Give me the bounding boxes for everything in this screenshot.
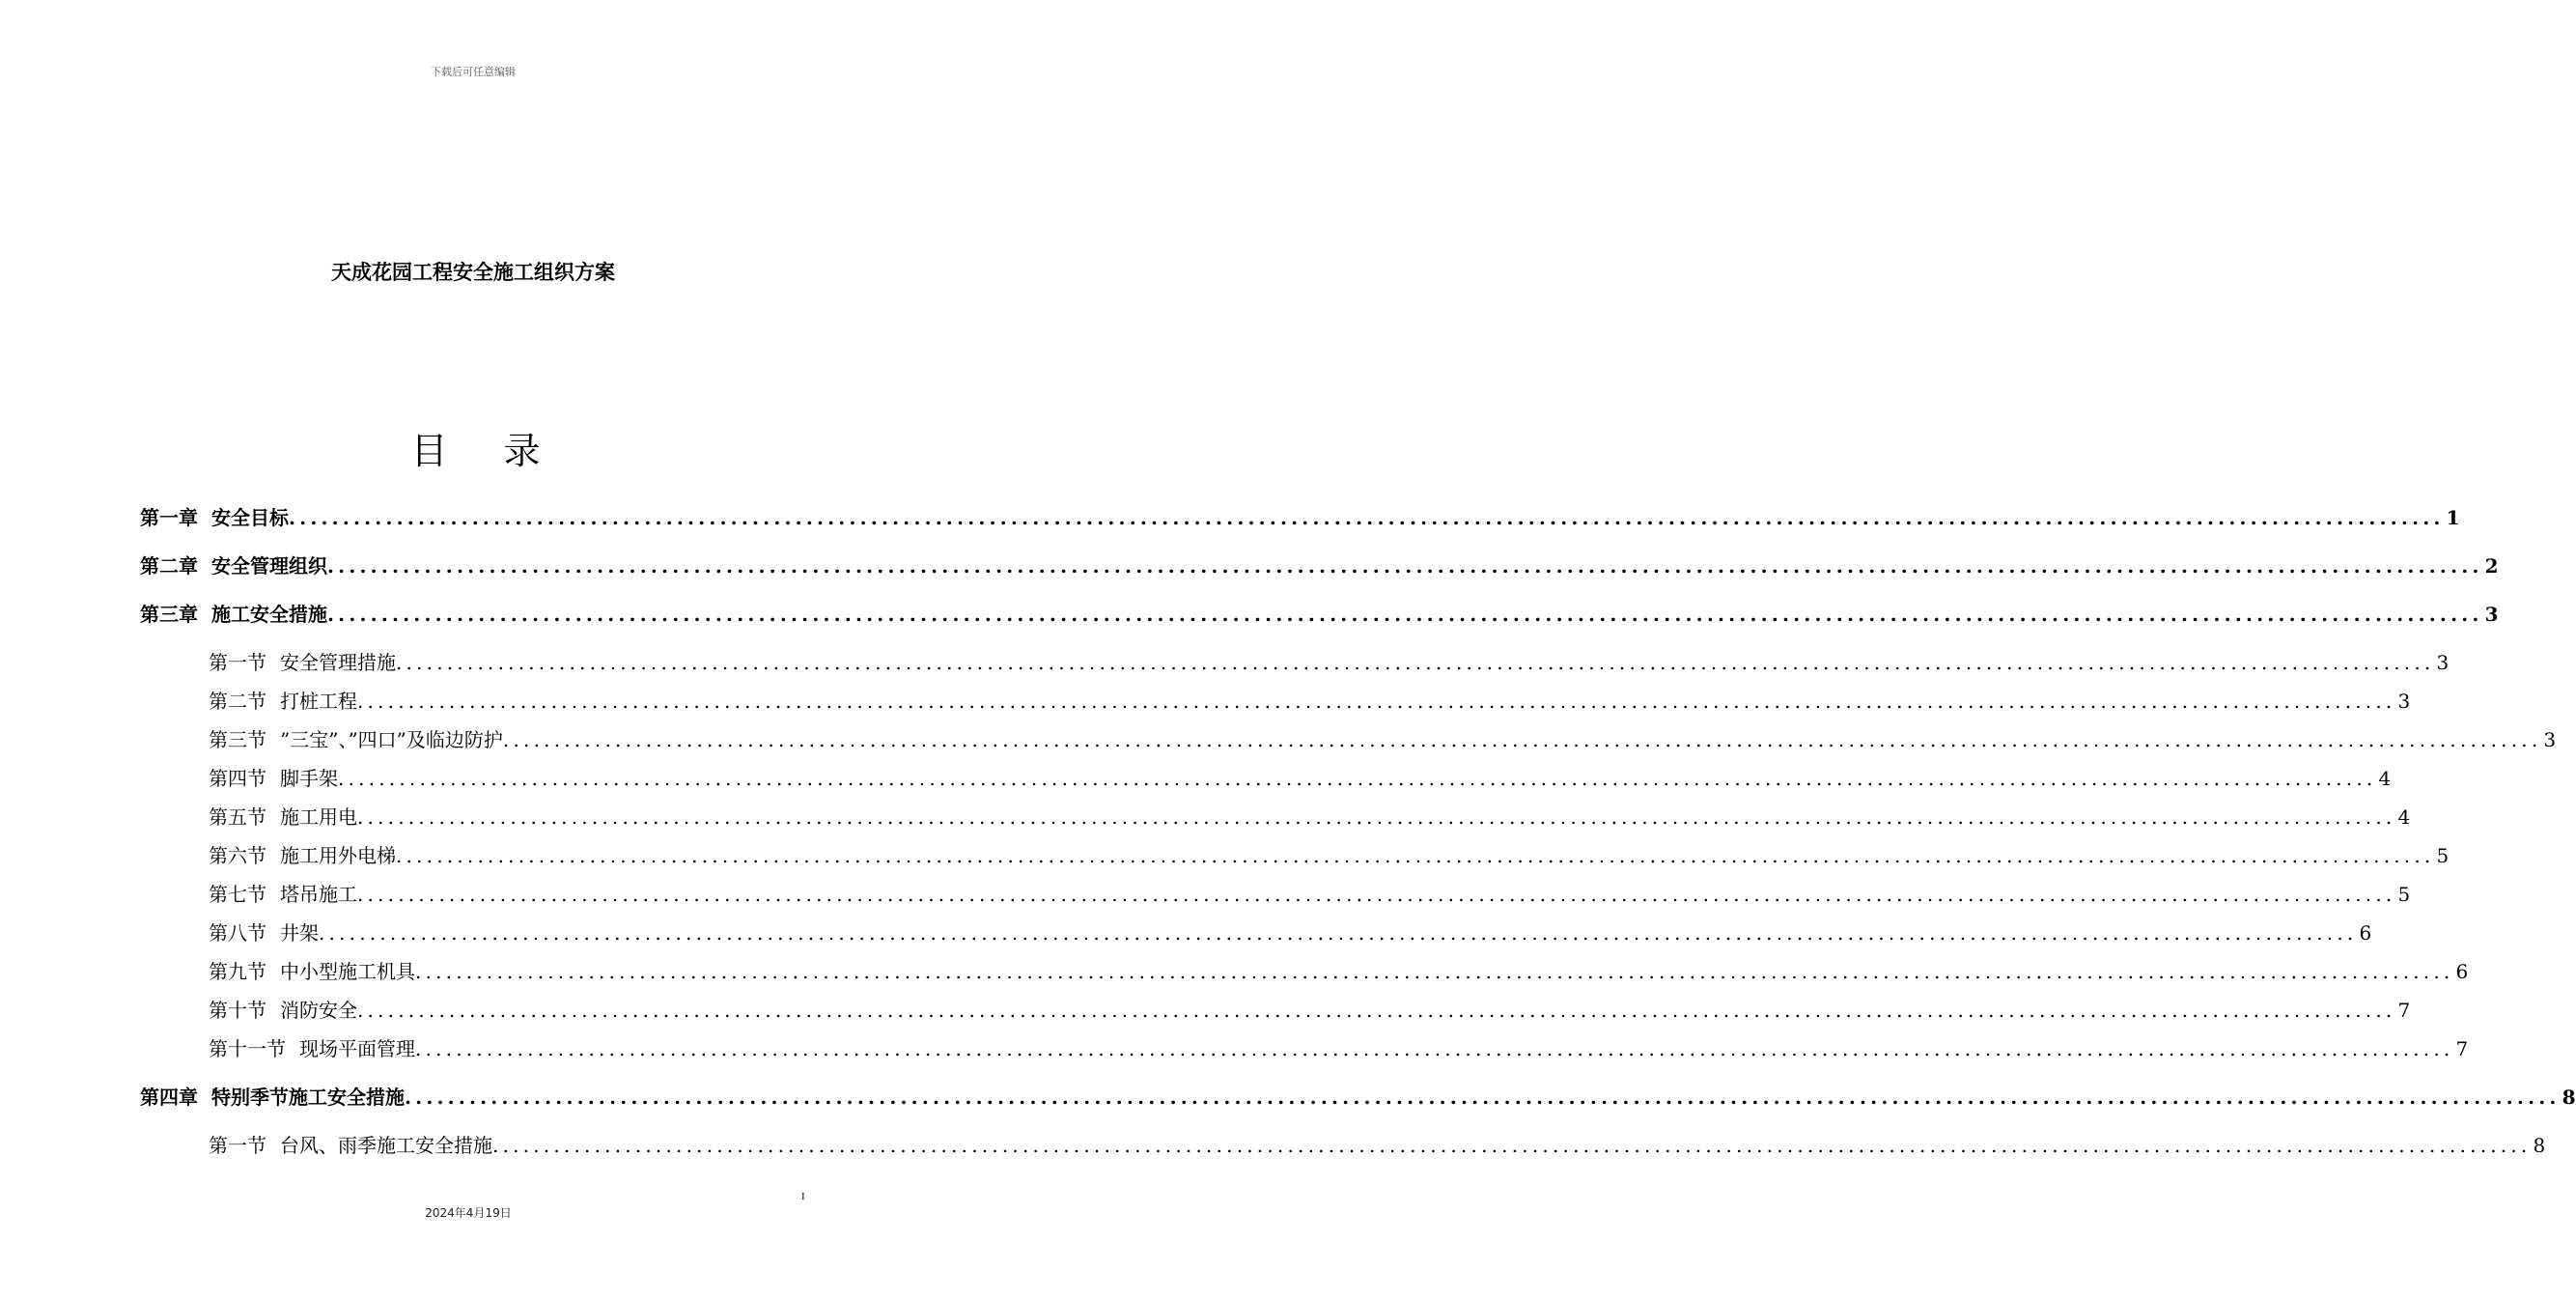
toc-entry-title: 塔吊施工 [280, 883, 357, 906]
toc-entry-page: 8 [2533, 1134, 2546, 1157]
toc-dot-leader: ........................................................................................................................................................................................................ [396, 844, 2435, 867]
toc-entry-number: 第二节 [209, 690, 266, 713]
page-number: I [801, 1191, 805, 1202]
toc-entry-page: 7 [2455, 1037, 2469, 1060]
toc-entry-number: 第六节 [209, 844, 266, 867]
toc-entry-title: 安全目标 [211, 506, 289, 529]
toc-entry-number: 第一节 [209, 1134, 266, 1157]
toc-entry-page: 3 [2397, 690, 2411, 713]
toc-dot-leader: ........................................................................................................................................................................................................ [415, 1037, 2454, 1060]
toc-entry-title: 施工用电 [280, 805, 357, 829]
toc-dot-leader: ........................................................................................................................................................................................................ [415, 960, 2454, 983]
toc-dot-leader: ........................................................................................................................................................................................................ [289, 506, 2445, 529]
toc-section-entry[interactable] [209, 956, 2469, 984]
toc-dot-leader: ........................................................................................................................................................................................................ [319, 921, 2358, 945]
toc-section-entry[interactable] [209, 647, 2450, 675]
toc-entry-title: 消防安全 [280, 999, 357, 1022]
toc-dot-leader: ........................................................................................................................................................................................................ [492, 1134, 2532, 1157]
document-title: 天成花园工程安全施工组织方案 [331, 261, 615, 284]
toc-entry-number: 第三章 [140, 603, 198, 626]
toc-dot-leader: ........................................................................................................................................................................................................ [502, 728, 2542, 751]
toc-entry-label [209, 763, 338, 791]
toc-section-entry[interactable] [209, 802, 2411, 830]
toc-entry-label [209, 1130, 492, 1158]
toc-entry-title: 打桩工程 [280, 690, 357, 713]
toc-entry-label [140, 502, 289, 530]
toc-entry-title: ”三宝”、”四口”及临边防护 [280, 728, 503, 751]
toc-dot-leader: ........................................................................................................................................................................................................ [357, 805, 2396, 829]
toc-entry-number: 第九节 [209, 960, 266, 983]
toc-entry-page: 4 [2397, 805, 2411, 829]
toc-section-entry[interactable] [209, 917, 2372, 945]
toc-entry-title: 脚手架 [280, 767, 338, 790]
toc-entry-label [140, 1082, 405, 1110]
toc-entry-page: 6 [2359, 921, 2372, 945]
toc-entry-label [209, 724, 503, 752]
toc-dot-leader: ........................................................................................................................................................................................................ [357, 999, 2396, 1022]
toc-section-entry[interactable] [209, 995, 2411, 1023]
toc-chapter-entry[interactable] [140, 502, 2460, 530]
toc-section-entry[interactable] [209, 840, 2450, 868]
header-note: 下载后可任意编辑 [431, 66, 516, 78]
toc-entry-page: 7 [2397, 999, 2411, 1022]
toc-section-entry[interactable] [209, 1033, 2469, 1061]
toc-entry-label [209, 956, 415, 984]
toc-entry-number: 第一节 [209, 651, 266, 674]
toc-dot-leader: ........................................................................................................................................................................................................ [327, 554, 2483, 578]
toc-entry-title: 安全管理措施 [280, 651, 396, 674]
toc-section-entry[interactable] [209, 686, 2411, 714]
toc-entry-label [140, 599, 327, 627]
toc-entry-page: 1 [2446, 506, 2460, 529]
toc-entry-number: 第五节 [209, 805, 266, 829]
toc-entry-page: 3 [2543, 728, 2557, 751]
toc-entry-number: 第十一节 [209, 1037, 286, 1060]
toc-section-entry[interactable] [209, 763, 2392, 791]
toc-dot-leader: ........................................................................................................................................................................................................ [405, 1086, 2561, 1109]
toc-entry-title: 施工安全措施 [211, 603, 327, 626]
toc-dot-leader: ........................................................................................................................................................................................................ [338, 767, 2377, 790]
toc-entry-label [209, 686, 357, 714]
toc-entry-page: 6 [2455, 960, 2469, 983]
toc-dot-leader: ........................................................................................................................................................................................................ [396, 651, 2435, 674]
toc-entry-number: 第七节 [209, 883, 266, 906]
toc-entry-number: 第四节 [209, 767, 266, 790]
toc-entry-title: 施工用外电梯 [280, 844, 396, 867]
toc-entry-label [209, 917, 319, 945]
toc-entry-title: 井架 [280, 921, 319, 945]
toc-entry-page: 3 [2484, 603, 2499, 626]
toc-dot-leader: ........................................................................................................................................................................................................ [357, 690, 2396, 713]
toc-dot-leader: ........................................................................................................................................................................................................ [327, 603, 2483, 626]
toc-entry-page: 5 [2436, 844, 2450, 867]
toc-entry-page: 8 [2562, 1086, 2576, 1109]
toc-entry-number: 第八节 [209, 921, 266, 945]
toc-entry-page: 4 [2378, 767, 2392, 790]
toc-entry-number: 第二章 [140, 554, 198, 578]
toc-entry-label [140, 550, 327, 578]
toc-entry-label [209, 995, 357, 1023]
toc-entry-number: 第三节 [209, 728, 266, 751]
footer-date: 2024年4月19日 [425, 1206, 512, 1220]
toc-entry-title: 特别季节施工安全措施 [211, 1086, 405, 1109]
toc-entry-label [209, 802, 357, 830]
toc-heading-char-1: 目 [410, 430, 448, 472]
toc-entry-title: 安全管理组织 [211, 554, 327, 578]
toc-entry-number: 第十节 [209, 999, 266, 1022]
toc-chapter-entry[interactable] [140, 550, 2499, 578]
toc-chapter-entry[interactable] [140, 599, 2499, 627]
toc-entry-label [209, 1033, 415, 1061]
toc-section-entry[interactable] [209, 1130, 2546, 1158]
toc-entry-page: 3 [2436, 651, 2450, 674]
toc-section-entry[interactable] [209, 724, 2557, 752]
toc-entry-page: 2 [2484, 554, 2499, 578]
toc-entry-title: 现场平面管理 [299, 1037, 415, 1060]
toc-entry-number: 第四章 [140, 1086, 198, 1109]
toc-entry-label [209, 879, 357, 907]
toc-entry-title: 中小型施工机具 [280, 960, 415, 983]
toc-entry-title: 台风、雨季施工安全措施 [280, 1134, 492, 1157]
toc-heading-char-2: 录 [503, 430, 541, 472]
toc-chapter-entry[interactable] [140, 1082, 2576, 1110]
toc-entry-number: 第一章 [140, 506, 198, 529]
toc-entry-label [209, 840, 396, 868]
toc-entry-label [209, 647, 396, 675]
toc-section-entry[interactable] [209, 879, 2411, 907]
toc-dot-leader: ........................................................................................................................................................................................................ [357, 883, 2396, 906]
toc-entry-page: 5 [2397, 883, 2411, 906]
